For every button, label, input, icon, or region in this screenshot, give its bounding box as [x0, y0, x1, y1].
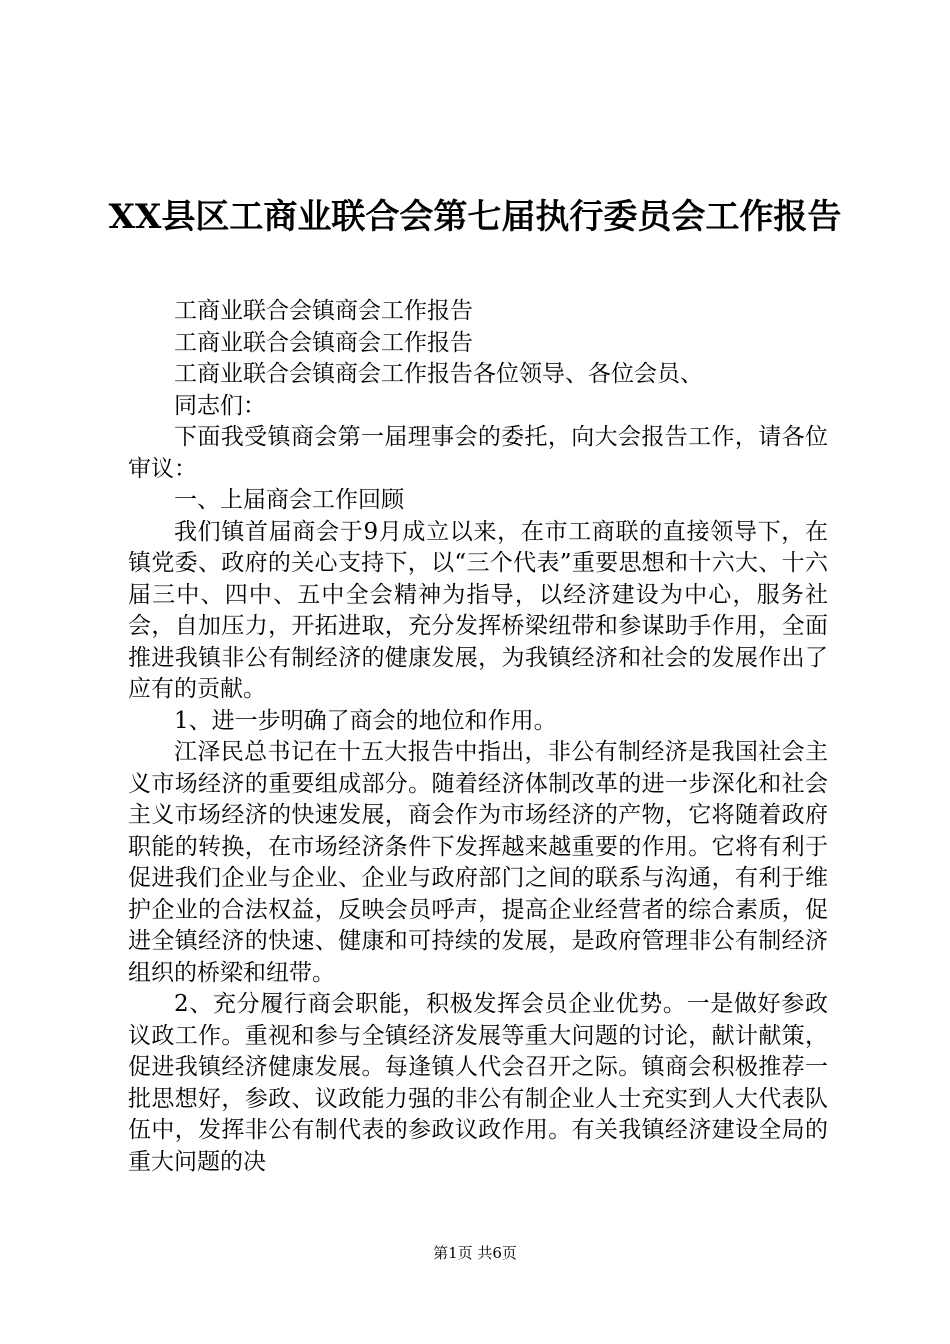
paragraph: 下面我受镇商会第一届理事会的委托，向大会报告工作，请各位审议： [128, 424, 828, 482]
paragraph: 工商业联合会镇商会工作报告 [174, 298, 473, 324]
subsection-heading: 1、进一步明确了商会的地位和作用。 [174, 707, 557, 734]
paragraph: 同志们： [174, 392, 266, 419]
paragraph: 我们镇首届商会于9月成立以来，在市工商联的直接领导下，在镇党委、政府的关心支持下，以“三个代表”重要思想和十六大、十六届三中、四中、五中全会精神为指导，以经济建设为中心，服务社会，自加压力，开拓进取，充分发挥桥梁纽带和参谋助手作用，全面推进我镇非公有制经济的健康发展，为我镇经济和社会的发展作出了应有的贡献。 [128, 518, 828, 702]
paragraph: 2、充分履行商会职能，积极发挥会员企业优势。一是做好参政议政工作。重视和参与全镇经济发展等重大问题的讨论，献计献策，促进我镇经济健康发展。每逢镇人代会召开之际。镇商会积极推荐一批思想好，参政、议政能力强的非公有制企业人士充实到人大代表队伍中，发挥非公有制代表的参政议政作用。有关我镇经济建设全局的重大问题的决 [128, 991, 828, 1175]
section-heading: 一、上届商会工作回顾 [174, 487, 404, 513]
paragraph: 江泽民总书记在十五大报告中指出，非公有制经济是我国社会主义市场经济的重要组成部分。随着经济体制改革的进一步深化和社会主义市场经济的快速发展，商会作为市场经济的产物，它将随着政府职能的转换，在市场经济条件下发挥越来越重要的作用。它将有利于促进我们企业与企业、企业与政府部门之间的联系与沟通，有利于维护企业的合法权益，反映会员呼声，提高企业经营者的综合素质，促进全镇经济的快速、健康和可持续的发展，是政府管理非公有制经济组织的桥梁和纽带。 [128, 739, 828, 986]
paragraph: 工商业联合会镇商会工作报告各位领导、各位会员、 [174, 361, 703, 387]
paragraph: 工商业联合会镇商会工作报告 [174, 329, 473, 356]
page-footer: 第1页 共6页 [433, 1244, 517, 1262]
document-title: XX县区工商业联合会第七届执行委员会工作报告 [108, 197, 842, 237]
document-body [128, 296, 828, 1178]
